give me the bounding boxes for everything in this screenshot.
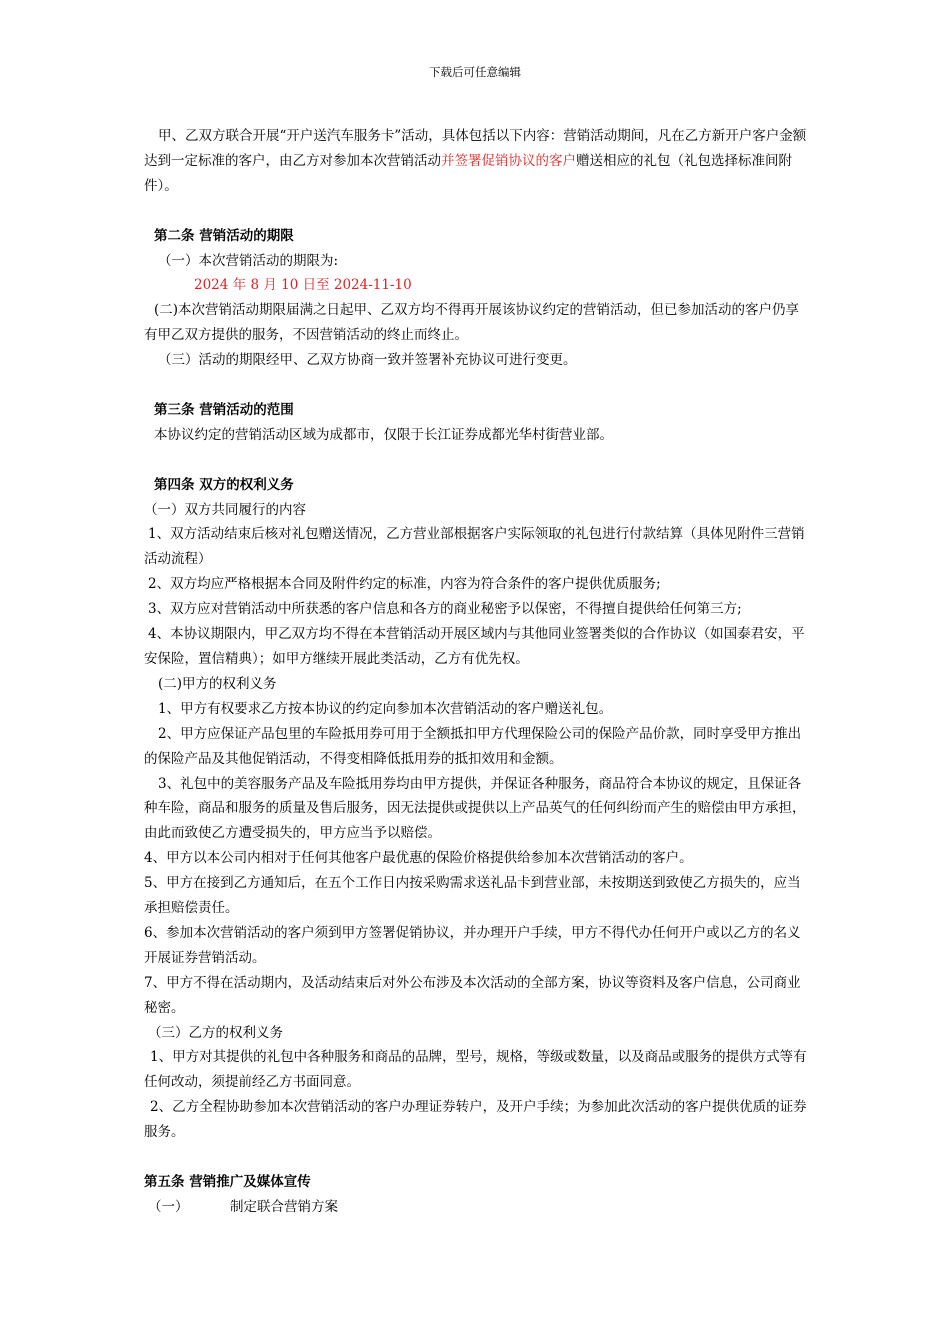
article-4-section-1: （一）双方共同履行的内容: [144, 501, 306, 518]
article-2-title: 第二条 营销活动的期限: [154, 227, 294, 244]
article-4-item-3-1: 1、甲方对其提供的礼包中各种服务和商品的品牌，型号，规格，等级或数量，以及商品或服务的提供方式等有任何改动，须提前经乙方书面同意。: [144, 1049, 807, 1091]
article-4-item-2-2: 2、甲方应保证产品包里的车险抵用券可用于全额抵扣甲方代理保险公司的保险产品价款，同时享受甲方推出的保险产品及其他促销活动，不得变相降低抵用券的抵扣效用和金额。: [144, 725, 802, 767]
article-3-title: 第三条 营销活动的范围: [154, 401, 294, 418]
article-5-section-1-text: 制定联合营销方案: [230, 1198, 338, 1215]
article-4-item-2-7: 7、甲方不得在活动期内，及活动结束后对外公布涉及本次活动的全部方案，协议等资料及客户信息，公司商业秘密。: [144, 974, 801, 1016]
article-4-item-3-2: 2、乙方全程协助参加本次营销活动的客户办理证券转户，及开户手续；为参加此次活动的客户提供优质的证券服务。: [144, 1099, 807, 1141]
article-4-item-2-6: 6、参加本次营销活动的客户须到甲方签署促销协议，并办理开户手续，甲方不得代办任何开户或以乙方的名义开展证券营销活动。: [144, 924, 801, 966]
article-4-section-2: (二)甲方的权利义务: [158, 675, 277, 692]
page-header: 下载后可任意编辑: [429, 65, 521, 79]
intro-highlight: 并签署促销协议的客户: [441, 152, 576, 169]
article-5-title: 第五条 营销推广及媒体宣传: [144, 1174, 311, 1190]
article-2-item-1: （一）本次营销活动的期限为:: [158, 252, 339, 269]
article-4-item-2-4: 4、甲方以本公司内相对于任何其他客户最优惠的保险价格提供给参加本次营销活动的客户。: [144, 850, 693, 867]
article-5-section-1-number: （一）: [148, 1198, 189, 1215]
article-4-item-1-1: 1、双方活动结束后核对礼包赠送情况，乙方营业部根据客户实际领取的礼包进行付款结算（具体见附件三营销活动流程）: [144, 526, 805, 568]
document-body: [144, 124, 808, 1220]
intro-paragraph: [144, 124, 808, 199]
article-4-title: 第四条 双方的权利义务: [154, 476, 294, 493]
intro-text: 甲、乙双方联合开展“开户送汽车服务卡”活动，具体包括以下内容：营销活动期间，凡在乙方新开户客户金额达到一定标准的客户，由乙方对参加本次营销活动: [144, 128, 807, 169]
intro-text-end: 赠送相应的礼包（礼包选择标准间附件）。: [144, 152, 792, 194]
article-4-item-2-5: 5、甲方在接到乙方通知后，在五个工作日内按采购需求送礼品卡到营业部，未按期送到致使乙方损失的，应当承担赔偿责任。: [144, 875, 801, 917]
article-3-item-1: 本协议约定的营销活动区域为成都市，仅限于长江证券成都光华村街营业部。: [154, 426, 613, 443]
article-2-item-2: (二)本次营销活动期限届满之日起甲、乙双方均不得再开展该协议约定的营销活动，但已参加活动的客户仍享有甲乙双方提供的服务，不因营销活动的终止而终止。: [144, 302, 800, 344]
article-4-item-1-3: 3、双方应对营销活动中所获悉的客户信息和各方的商业秘密予以保密，不得擅自提供给任何第三方;: [148, 601, 742, 618]
article-4-item-2-1: 1、甲方有权要求乙方按本协议的约定向参加本次营销活动的客户赠送礼包。: [158, 700, 613, 717]
activity-date-range: 2024 年 8 月 10 日至 2024-11-10: [194, 277, 412, 294]
article-4-item-2-3: 3、礼包中的美容服务产品及车险抵用券均由甲方提供，并保证各种服务，商品符合本协议的规定，且保证各种车险，商品和服务的质量及售后服务，因无法提供或提供以上产品英气的任何纠纷而产生的赔偿由甲方承担，由此而致使乙方遭受损失的，甲方应当予以赔偿。: [144, 775, 806, 842]
article-5-section-1: [144, 1195, 808, 1220]
article-4-section-3: （三）乙方的权利义务: [148, 1024, 283, 1041]
article-4-item-1-4: 4、本协议期限内，甲乙双方均不得在本营销活动开展区域内与其他同业签署类似的合作协议（如国泰君安，平安保险，置信精典）；如甲方继续开展此类活动，乙方有优先权。: [144, 626, 805, 667]
article-2-item-3: （三）活动的期限经甲、乙双方协商一致并签署补充协议可进行变更。: [158, 352, 577, 369]
article-4-item-1-2: 2、双方均应严格根据本合同及附件约定的标准，内容为符合条件的客户提供优质服务;: [148, 576, 661, 593]
